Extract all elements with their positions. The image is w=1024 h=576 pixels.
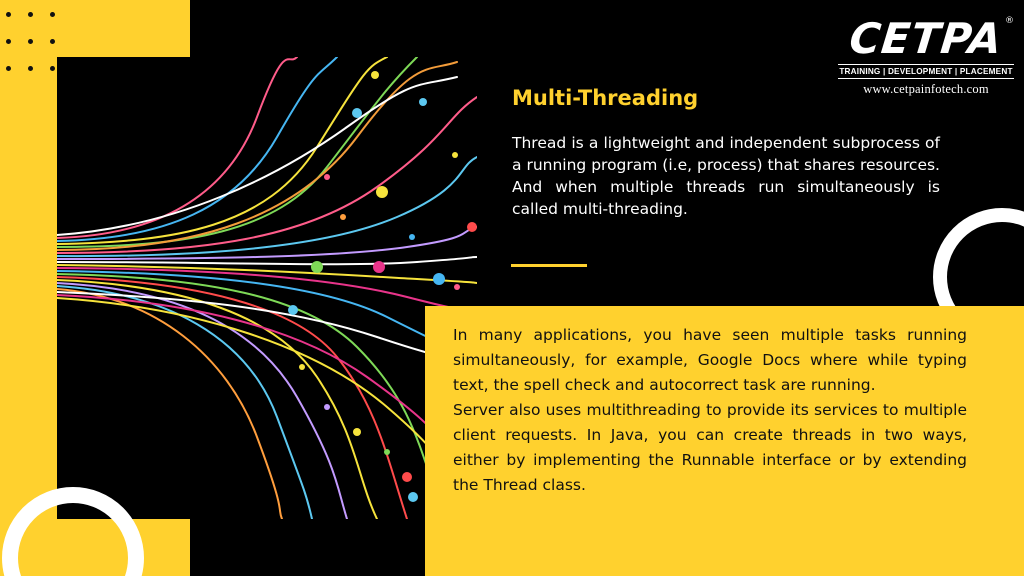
logo-wordmark: CETPA [847,14,1005,63]
yellow-left-strip [0,0,57,576]
intro-paragraph: Thread is a lightweight and independent subprocess of a running program (i.e, process) that shares resources. And when multiple threads run simultaneously is called multi-threading. [512,134,940,218]
registered-mark: ® [1005,16,1014,26]
logo-tagline: TRAINING | DEVELOPMENT | PLACEMENT [838,64,1014,79]
panel-paragraph-1: In many applications, you have seen multiple tasks running simultaneously, for example, Google Docs where while typing text, the spell check and autocorrect task are running. [453,326,967,394]
colorful-threads-illustration [57,57,477,519]
dot-grid-decoration [6,8,62,78]
panel-text [453,323,967,498]
yellow-content-panel [425,306,1024,576]
panel-paragraph-2: Server also uses multithreading to provide its services to multiple client requests. In Java, you can create threads in two ways, either by implementing the Runnable interface or by extending the Thread class. [453,401,967,494]
slide-title: Multi-Threading [512,86,699,110]
logo-website: www.cetpainfotech.com [863,82,989,96]
cetpa-logo [838,16,1014,104]
title-underline-accent [511,264,587,267]
